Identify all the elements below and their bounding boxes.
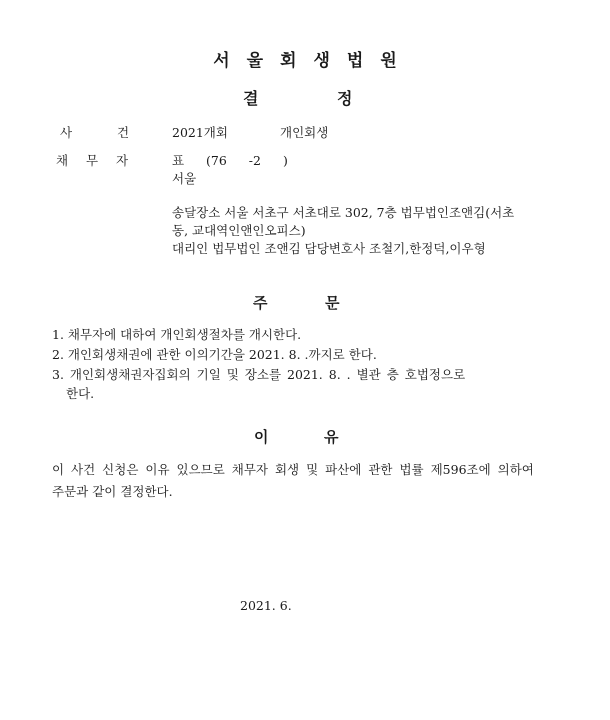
case-number: 2021개회 bbox=[172, 125, 228, 140]
order-heading-char-2: 문 bbox=[325, 294, 340, 312]
decision-date: 2021. 6. bbox=[240, 598, 292, 613]
case-label-char-2: 건 bbox=[117, 125, 130, 140]
debtor-label-char-3: 자 bbox=[116, 153, 129, 168]
debtor-label-char-2: 무 bbox=[86, 153, 99, 168]
order-item-1: 1. 채무자에 대하여 개인회생절차를 개시한다. bbox=[52, 327, 302, 342]
order-heading-char-1: 주 bbox=[253, 294, 268, 312]
order-item-3-cont: 한다. bbox=[66, 386, 95, 401]
debtor-address: 서울 bbox=[172, 171, 197, 186]
debtor-label-char-1: 채 bbox=[56, 153, 69, 168]
reason-line-2: 주문과 같이 결정한다. bbox=[52, 484, 173, 499]
reason-heading-char-1: 이 bbox=[254, 428, 269, 446]
doc-title-char-2: 정 bbox=[337, 89, 353, 108]
delivery-line-2: 동, 교대역인앤인오피스) bbox=[172, 223, 306, 238]
case-label-char-1: 사 bbox=[60, 125, 73, 140]
doc-title-char-1: 결 bbox=[243, 89, 259, 108]
agent-line: 대리인 법무법인 조앤김 담당변호사 조철기,한정덕,이우형 bbox=[172, 241, 486, 256]
reason-heading-char-2: 유 bbox=[324, 428, 339, 446]
delivery-line-1: 송달장소 서울 서초구 서초대로 302, 7층 법무법인조앤김(서초 bbox=[172, 205, 515, 220]
reason-line-1: 이 사건 신청은 이유 있으므로 채무자 회생 및 파산에 관한 법률 제596조에 의하여 bbox=[52, 462, 534, 477]
order-item-2: 2. 개인회생채권에 관한 이의기간을 2021. 8. .까지로 한다. bbox=[52, 347, 377, 362]
debtor-name: 표 (76 -2 ) bbox=[172, 153, 288, 168]
case-type: 개인회생 bbox=[280, 125, 329, 140]
order-item-3: 3. 개인회생채권자집회의 기일 및 장소를 2021. 8. . 별관 층 호법정으로 bbox=[52, 367, 466, 382]
court-name: 서울회생법원 bbox=[213, 51, 414, 71]
